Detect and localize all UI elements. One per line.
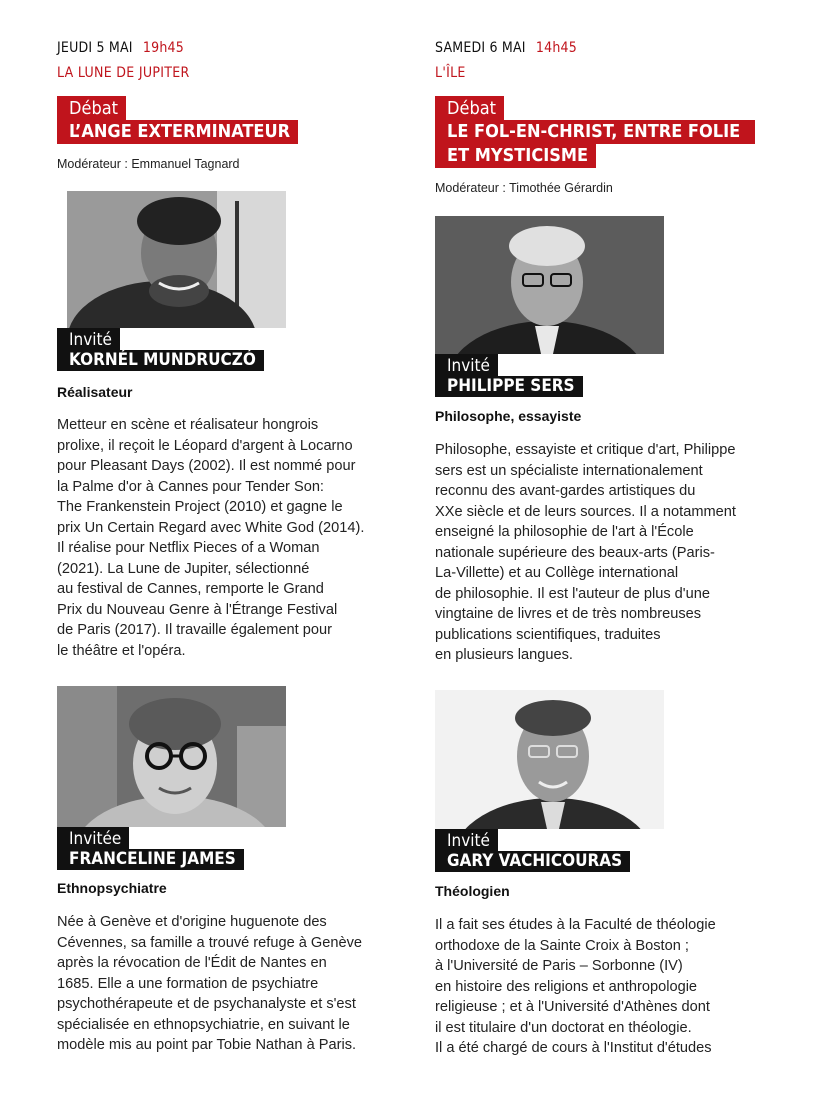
guest-role: Théologien bbox=[435, 883, 510, 899]
debate-title: L’ANGE EXTERMINATEUR bbox=[57, 120, 298, 144]
bio-line: 1685. Elle a une formation de psychiatre bbox=[57, 975, 319, 992]
debate-label: Débat bbox=[57, 96, 126, 120]
bio-line: nationale supérieure des beaux-arts (Paris- bbox=[435, 544, 715, 561]
bio-line: vingtaine de livres et de très nombreuses bbox=[435, 606, 702, 622]
debate-label: Débat bbox=[435, 96, 504, 120]
bio-line: prix Un Certain Regard avec White God (2014). bbox=[57, 519, 365, 536]
guest-label-vachicouras bbox=[435, 829, 630, 872]
guest-name: GARY VACHICOURAS bbox=[435, 851, 630, 872]
guest-tag: Invité bbox=[57, 328, 120, 350]
bio-line: en plusieurs langues. bbox=[435, 647, 573, 663]
bio-line: reconnu des avant-gardes artistiques du bbox=[435, 483, 696, 499]
bio-line: Prix du Nouveau Genre à l'Étrange Festival bbox=[57, 601, 338, 618]
guest-bio-vachicouras bbox=[435, 915, 815, 1059]
guest-name: FRANCELINE JAMES bbox=[57, 849, 244, 870]
guest-label-james bbox=[57, 827, 244, 870]
bio-line: publications scientifiques, traduites bbox=[435, 626, 661, 643]
bio-line: XXe siècle et de leurs sources. Il a notamment bbox=[435, 503, 736, 520]
bio-line: spécialisée en ethnopsychiatrie, en suivant le bbox=[57, 1016, 350, 1033]
debate-title-line-1: LE FOL-EN-CHRIST, ENTRE FOLIE bbox=[435, 120, 755, 144]
guest-photo-james bbox=[57, 686, 286, 827]
guest-photo-sers bbox=[435, 216, 664, 354]
bio-line: Philosophe, essayiste et critique d'art, Philippe bbox=[435, 442, 736, 458]
bio-line: de philosophie. Il est l'auteur de plus d'une bbox=[435, 585, 710, 602]
event-date: JEUDI 5 MAI bbox=[57, 40, 133, 56]
guest-label-mundruczo bbox=[57, 328, 264, 371]
bio-line: enseigné la philosophie de l'art à l'École bbox=[435, 524, 694, 540]
bio-line: de Paris (2017). Il travaille également pour bbox=[57, 622, 332, 638]
guest-role: Philosophe, essayiste bbox=[435, 408, 582, 424]
event-time: 19h45 bbox=[142, 40, 184, 56]
event-time: 14h45 bbox=[535, 40, 577, 56]
guest-photo-mundruczo bbox=[67, 191, 286, 328]
guest-bio-mundruczo bbox=[57, 415, 419, 661]
bio-line: The Frankenstein Project (2010) et gagne le bbox=[57, 499, 343, 515]
guest-photo-vachicouras bbox=[435, 690, 664, 829]
debate-header bbox=[435, 96, 755, 168]
bio-line: (2021). La Lune de Jupiter, sélectionné bbox=[57, 560, 310, 577]
bio-line: pour Pleasant Days (2002). Il est nommé pour bbox=[57, 458, 356, 474]
guest-name: PHILIPPE SERS bbox=[435, 376, 583, 397]
portrait-image bbox=[435, 216, 664, 354]
moderator: Modérateur : Timothée Gérardin bbox=[435, 181, 613, 195]
bio-line: modèle mis au point par Tobie Nathan à Paris. bbox=[57, 1037, 357, 1053]
portrait-image bbox=[57, 686, 286, 827]
bio-line: orthodoxe de la Sainte Croix à Boston ; bbox=[435, 937, 689, 954]
debate-header bbox=[57, 96, 298, 144]
bio-line: la Palme d'or à Cannes pour Tender Son: bbox=[57, 478, 324, 495]
bio-line: il est titulaire d'un doctorat en théologie. bbox=[435, 1019, 692, 1036]
bio-line: Il a fait ses études à la Faculté de théologie bbox=[435, 917, 716, 933]
portrait-image bbox=[435, 690, 664, 829]
moderator: Modérateur : Emmanuel Tagnard bbox=[57, 157, 240, 171]
bio-line: sers est un spécialiste internationalement bbox=[435, 462, 703, 479]
event-date: SAMEDI 6 MAI bbox=[435, 40, 526, 56]
guest-bio-james bbox=[57, 912, 419, 1056]
bio-line: psychothérapeute et de psychanalyste et s'est bbox=[57, 996, 356, 1012]
guest-tag: Invité bbox=[435, 354, 498, 376]
guest-label-sers bbox=[435, 354, 583, 397]
portrait-image bbox=[67, 191, 286, 328]
bio-line: le théâtre et l'opéra. bbox=[57, 642, 186, 659]
guest-name: KORNÉL MUNDRUCZÓ bbox=[57, 350, 264, 371]
bio-line: La-Villette) et au Collège international bbox=[435, 565, 679, 581]
event-date-time bbox=[435, 40, 577, 56]
event-date-time bbox=[57, 40, 184, 56]
bio-line: Il réalise pour Netflix Pieces of a Woman bbox=[57, 540, 320, 556]
bio-line: Metteur en scène et réalisateur hongrois bbox=[57, 417, 319, 433]
bio-line: après la révocation de l'Édit de Nantes en bbox=[57, 955, 327, 971]
event-venue: L'ÎLE bbox=[435, 65, 466, 81]
guest-bio-sers bbox=[435, 440, 815, 666]
guest-tag: Invitée bbox=[57, 827, 129, 849]
guest-role: Ethnopsychiatre bbox=[57, 880, 167, 896]
bio-line: au festival de Cannes, remporte le Grand bbox=[57, 581, 324, 597]
bio-line: Née à Genève et d'origine huguenote des bbox=[57, 914, 327, 930]
bio-line: prolixe, il reçoit le Léopard d'argent à Locarno bbox=[57, 437, 353, 454]
bio-line: en histoire des religions et anthropologie bbox=[435, 978, 698, 995]
bio-line: religieuse ; et à l'Université d'Athènes dont bbox=[435, 999, 710, 1015]
bio-line: à l'Université de Paris – Sorbonne (IV) bbox=[435, 958, 683, 974]
guest-role: Réalisateur bbox=[57, 384, 133, 400]
event-venue: LA LUNE DE JUPITER bbox=[57, 65, 190, 81]
bio-line: Cévennes, sa famille a trouvé refuge à Genève bbox=[57, 934, 363, 951]
debate-title-line-2: ET MYSTICISME bbox=[435, 144, 596, 168]
bio-line: Il a été chargé de cours à l'Institut d'études bbox=[435, 1040, 712, 1056]
guest-tag: Invité bbox=[435, 829, 498, 851]
